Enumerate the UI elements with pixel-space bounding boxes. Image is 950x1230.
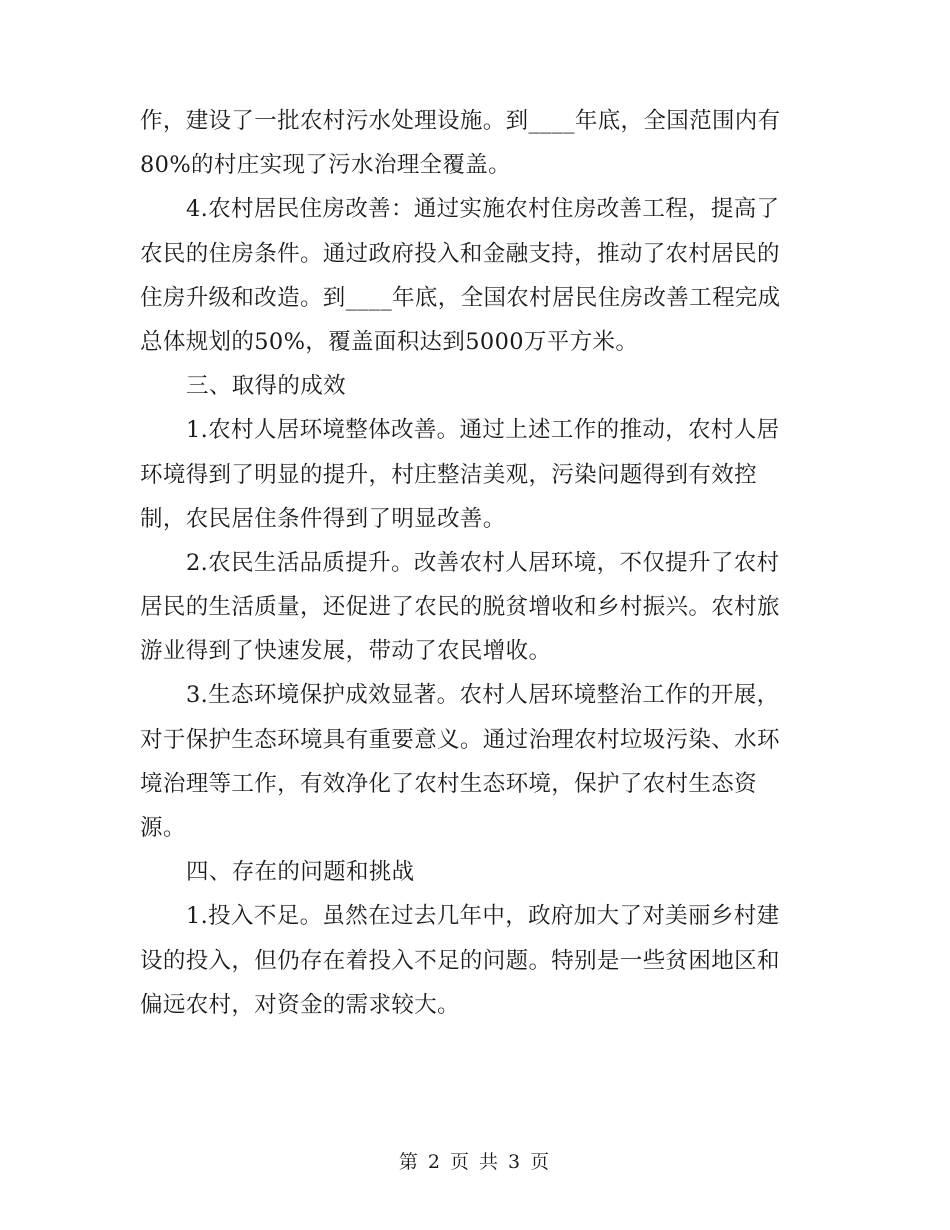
paragraph-start-line: 1.投入不足。虽然在过去几年中，政府加大了对美丽乡村建 — [186, 903, 780, 930]
paragraph-start-line: 3.生态环境保护成效显著。农村人居环境整治工作的开展， — [186, 682, 780, 709]
paragraph-start-line: 1.农村人居环境整体改善。通过上述工作的推动，农村人居 — [186, 417, 780, 444]
text-line: 对于保护生态环境具有重要意义。通过治理农村垃圾污染、水环 — [140, 726, 780, 753]
text-line: 总体规划的50%，覆盖面积达到5000万平方米。 — [140, 328, 639, 355]
paragraph-start-line: 2.农民生活品质提升。改善农村人居环境，不仅提升了农村 — [186, 549, 780, 576]
text-line: 设的投入，但仍存在着投入不足的问题。特别是一些贫困地区和 — [140, 947, 780, 974]
text-line: 制，农民居住条件得到了明显改善。 — [140, 505, 506, 532]
text-line: 80%的村庄实现了污水治理全覆盖。 — [140, 152, 511, 179]
text-line: 境治理等工作，有效净化了农村生态环境，保护了农村生态资 — [140, 770, 757, 797]
text-line: 环境得到了明显的提升，村庄整洁美观，污染问题得到有效控 — [140, 461, 757, 488]
text-line: 农民的住房条件。通过政府投入和金融支持，推动了农村居民的 — [140, 240, 780, 267]
text-line: 居民的生活质量，还促进了农民的脱贫增收和乡村振兴。农村旅 — [140, 594, 780, 621]
text-line: 偏远农村，对资金的需求较大。 — [140, 991, 460, 1018]
section-heading: 四、存在的问题和挑战 — [186, 859, 415, 886]
text-line: 住房升级和改造。到____年底，全国农村居民住房改善工程完成 — [140, 284, 781, 311]
paragraph-start-line: 4.农村居民住房改善：通过实施农村住房改善工程，提高了 — [186, 196, 780, 223]
text-line: 源。 — [140, 815, 186, 841]
text-line: 游业得到了快速发展，带动了农民增收。 — [140, 638, 552, 665]
page-number-footer: 第 2 页 共 3 页 — [398, 1151, 552, 1173]
section-heading: 三、取得的成效 — [186, 373, 346, 400]
body-text — [140, 99, 805, 1027]
text-line: 作，建设了一批农村污水处理设施。到____年底，全国范围内有 — [140, 108, 781, 134]
